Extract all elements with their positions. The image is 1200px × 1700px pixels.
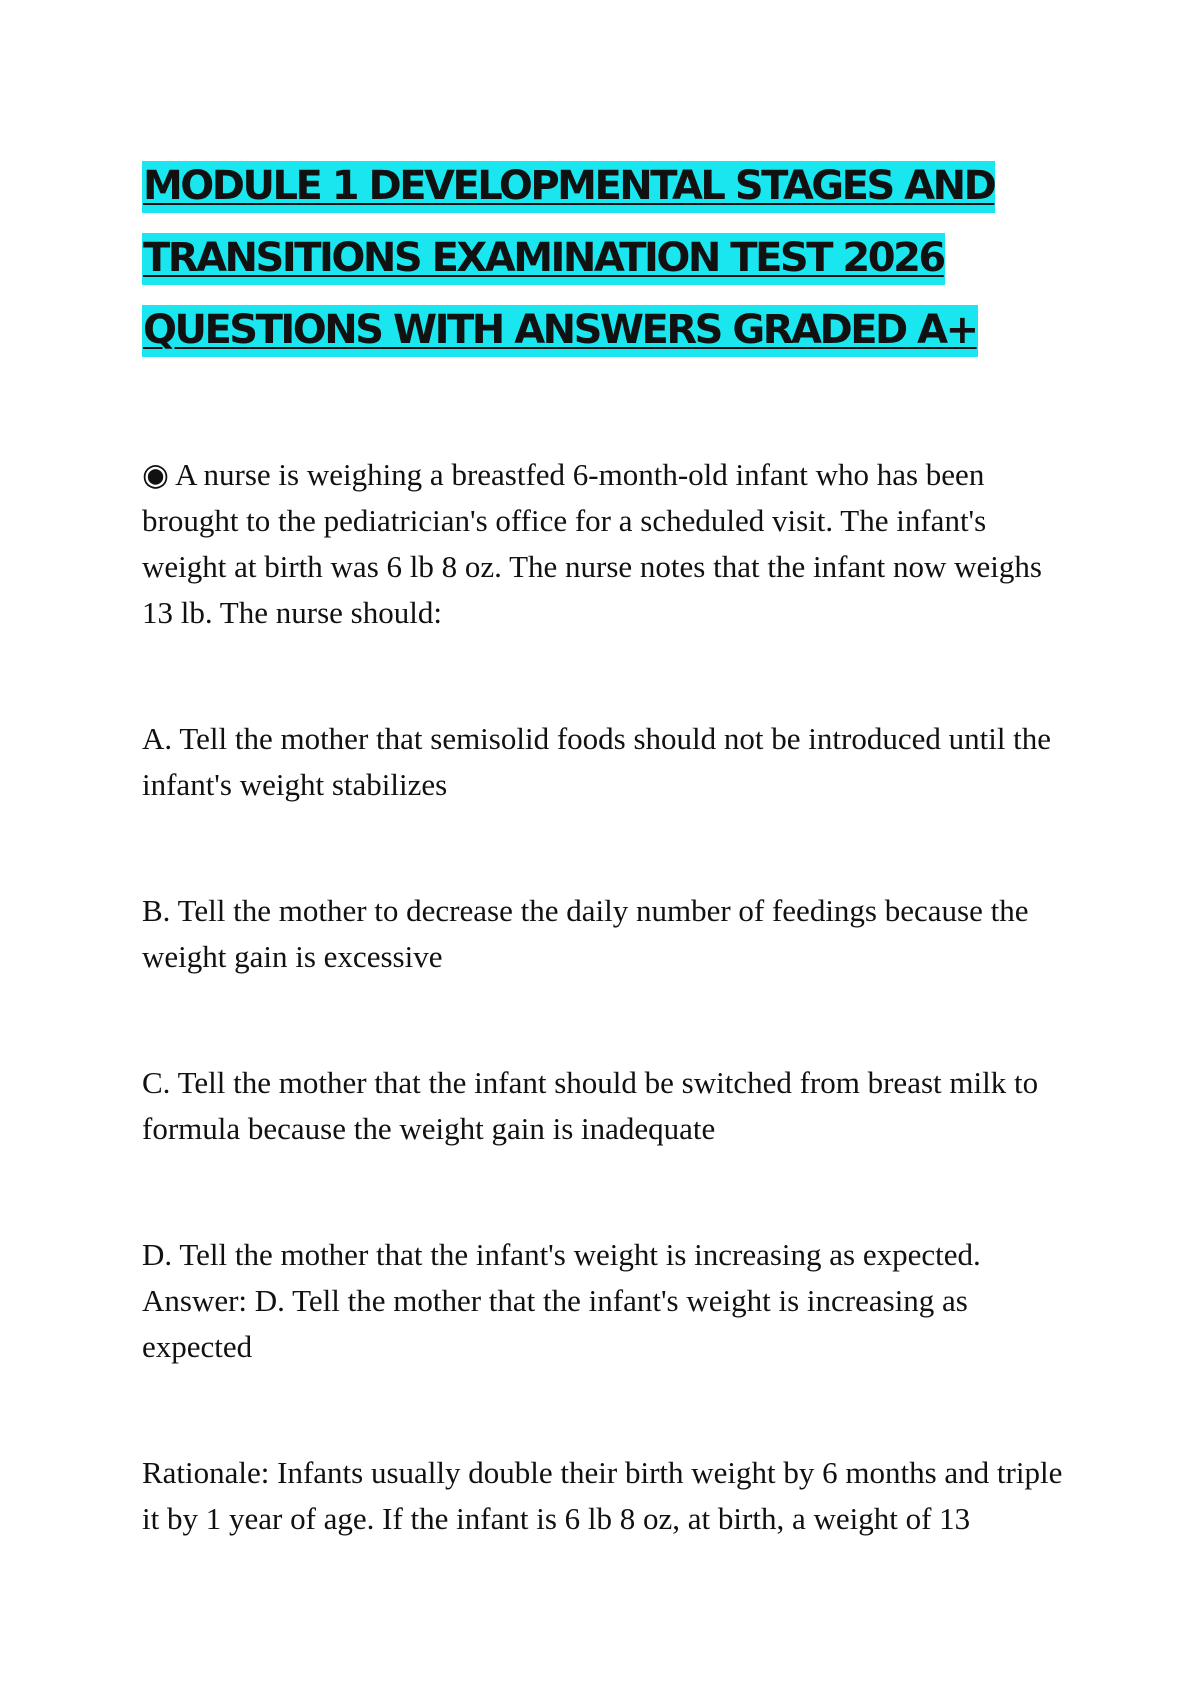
option-c: C. Tell the mother that the infant should be switched from breast milk to formula because the weight gain is inadequate (142, 1065, 1039, 1146)
option-d: D. Tell the mother that the infant's weight is increasing as expected. (142, 1237, 981, 1272)
answer-text: Answer: D. Tell the mother that the infant's weight is increasing as expected (142, 1283, 968, 1364)
document-title (142, 150, 1072, 366)
title-line-2: TRANSITIONS EXAMINATION TEST 2026 (142, 222, 1072, 294)
question-text: A nurse is weighing a breastfed 6-month-old infant who has been brought to the pediatrician's office for a scheduled visit. The infant's weight at birth was 6 lb 8 oz. The nurse notes that the infant now weighs 13 lb. The nurse should: (142, 457, 1042, 630)
title-line-1: MODULE 1 DEVELOPMENTAL STAGES AND (142, 150, 1072, 222)
option-a: A. Tell the mother that semisolid foods should not be introduced until the infant's weight stabilizes (142, 721, 1052, 802)
title-line-3: QUESTIONS WITH ANSWERS GRADED A+ (142, 294, 1072, 366)
document-page (142, 150, 1072, 1542)
option-b: B. Tell the mother to decrease the daily number of feedings because the weight gain is excessive (142, 893, 1029, 974)
rationale-text: Rationale: Infants usually double their birth weight by 6 months and triple it by 1 year of age. If the infant is 6 lb 8 oz, at birth, a weight of 13 (142, 1455, 1063, 1536)
option-d-with-answer (142, 1232, 1072, 1370)
question-stem (142, 452, 1072, 636)
question-block (142, 452, 1072, 1542)
radio-bullet-icon: ◉ (142, 457, 170, 492)
